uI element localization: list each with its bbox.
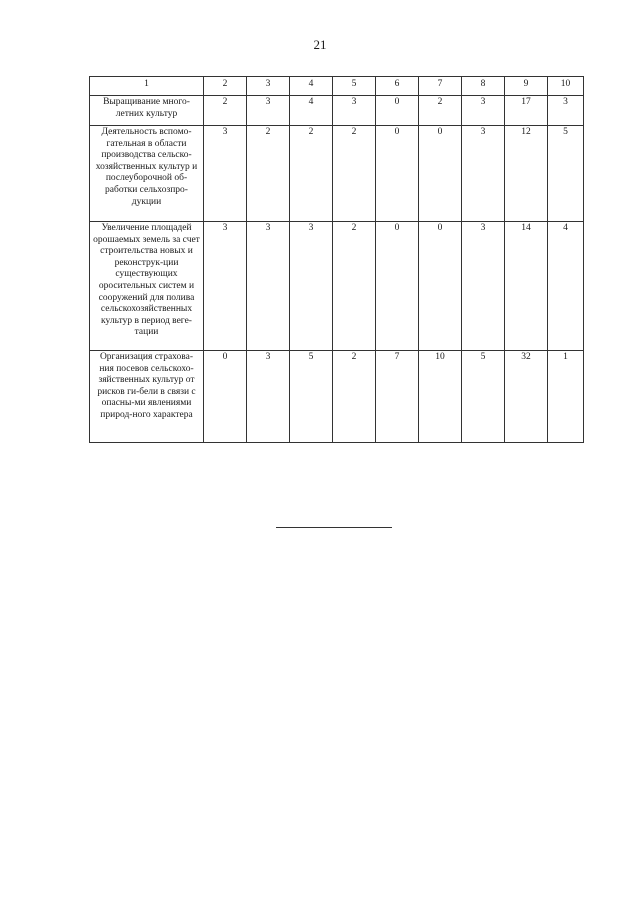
end-divider-line xyxy=(276,527,392,528)
column-header: 7 xyxy=(419,77,462,96)
table-header-row xyxy=(90,77,584,96)
value-cell: 3 xyxy=(462,126,505,222)
row-name-cell: Организация страхова-ния посевов сельскохо-зяйственных культур от рисков ги-бели в связи с опасны-ми явлениями природ-ного характера xyxy=(90,351,204,443)
value-cell: 2 xyxy=(204,96,247,126)
value-cell: 10 xyxy=(419,351,462,443)
table-row xyxy=(90,126,584,222)
value-cell: 0 xyxy=(376,222,419,351)
page-number: 21 xyxy=(313,37,327,52)
value-cell: 0 xyxy=(204,351,247,443)
column-header: 2 xyxy=(204,77,247,96)
value-cell: 4 xyxy=(548,222,584,351)
value-cell: 2 xyxy=(333,351,376,443)
value-cell: 1 xyxy=(548,351,584,443)
value-cell: 2 xyxy=(333,126,376,222)
value-cell: 3 xyxy=(462,222,505,351)
column-header: 4 xyxy=(290,77,333,96)
value-cell: 0 xyxy=(376,96,419,126)
value-cell: 14 xyxy=(505,222,548,351)
value-cell: 2 xyxy=(333,222,376,351)
column-header: 9 xyxy=(505,77,548,96)
value-cell: 3 xyxy=(247,222,290,351)
table-row xyxy=(90,96,584,126)
value-cell: 5 xyxy=(548,126,584,222)
value-cell: 12 xyxy=(505,126,548,222)
value-cell: 7 xyxy=(376,351,419,443)
value-cell: 2 xyxy=(419,96,462,126)
value-cell: 3 xyxy=(462,96,505,126)
column-header: 6 xyxy=(376,77,419,96)
value-cell: 3 xyxy=(247,96,290,126)
column-header: 8 xyxy=(462,77,505,96)
value-cell: 2 xyxy=(290,126,333,222)
value-cell: 2 xyxy=(247,126,290,222)
value-cell: 3 xyxy=(204,222,247,351)
column-header: 3 xyxy=(247,77,290,96)
column-header: 5 xyxy=(333,77,376,96)
value-cell: 17 xyxy=(505,96,548,126)
table-row xyxy=(90,222,584,351)
row-name-cell: Увеличение площадей орошаемых земель за счет строительства новых и реконструк-ции существующих оросительных систем и сооружений для полива сельскохозяйственных культур в период веге-тации xyxy=(90,222,204,351)
value-cell: 0 xyxy=(376,126,419,222)
column-header: 10 xyxy=(548,77,584,96)
column-header: 1 xyxy=(90,77,204,96)
row-name-cell: Деятельность вспомо-гательная в области производства сельско-хозяйственных культур и послеуборочной об-работки сельхозпро-дукции xyxy=(90,126,204,222)
value-cell: 0 xyxy=(419,126,462,222)
value-cell: 32 xyxy=(505,351,548,443)
value-cell: 0 xyxy=(419,222,462,351)
value-cell: 3 xyxy=(548,96,584,126)
value-cell: 5 xyxy=(462,351,505,443)
value-cell: 3 xyxy=(247,351,290,443)
data-table xyxy=(89,76,584,443)
value-cell: 5 xyxy=(290,351,333,443)
value-cell: 3 xyxy=(204,126,247,222)
value-cell: 3 xyxy=(333,96,376,126)
value-cell: 4 xyxy=(290,96,333,126)
value-cell: 3 xyxy=(290,222,333,351)
row-name-cell: Выращивание много-летних культур xyxy=(90,96,204,126)
table-row xyxy=(90,351,584,443)
